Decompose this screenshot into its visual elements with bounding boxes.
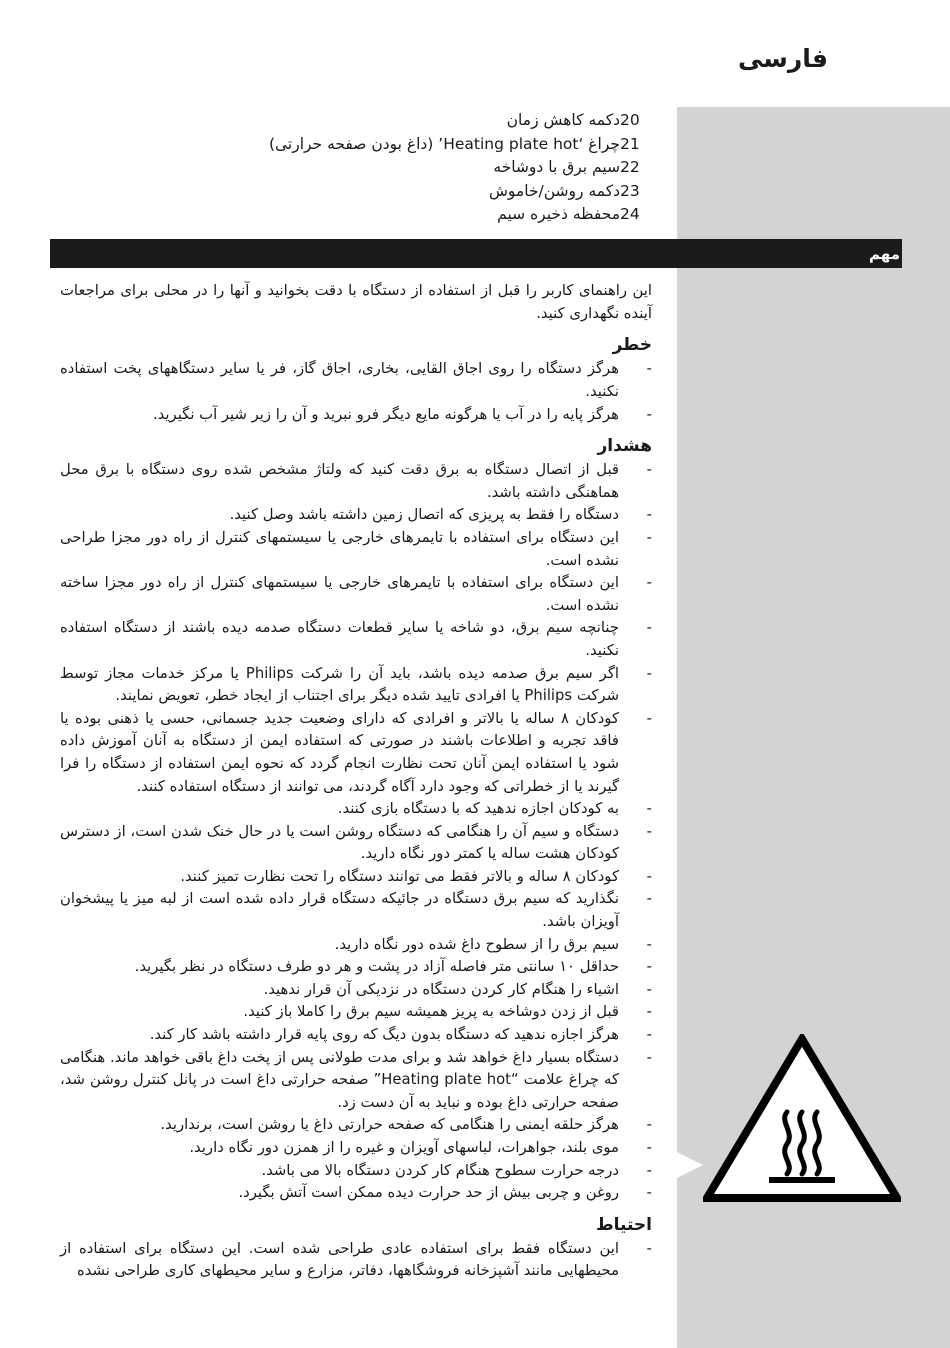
parts-list-item (150, 203, 652, 227)
part-number: 23 (620, 181, 640, 200)
parts-list-item (150, 156, 652, 180)
part-label: دکمه روشن/خاموش (489, 181, 620, 200)
warning-heading: هشدار (597, 436, 652, 457)
warning-list (60, 459, 652, 1205)
warning-item: - قبل از زدن دوشاخه به پریز همیشه سیم برق را کاملا باز کنید. (60, 1001, 652, 1024)
part-number: 24 (620, 205, 640, 224)
part-number: 20 (620, 111, 640, 129)
caution-list (60, 1238, 652, 1283)
important-heading: مهم (869, 245, 900, 263)
warning-item: - موی بلند، جواهرات، لباسهای آویزان و غیره را از همزن دور نگاه دارید. (60, 1137, 652, 1160)
danger-list (60, 358, 652, 426)
warning-item: - درجه حرارت سطوح هنگام کار کردن دستگاه بالا می باشد. (60, 1160, 652, 1183)
warning-item: - اشیاء را هنگام کار کردن دستگاه در نزدیکی آن قرار ندهید. (60, 979, 652, 1002)
warning-item: - حداقل ۱۰ سانتی متر فاصله آزاد در پشت و هر دو طرف دستگاه در نظر بگیرید. (60, 956, 652, 979)
parts-list-item (150, 180, 652, 204)
warning-item: - به کودکان اجازه ندهید که با دستگاه بازی کنند. (60, 798, 652, 821)
caution-item: - این دستگاه فقط برای استفاده عادی طراحی شده است. این دستگاه برای استفاده از محیطهایی مانند آشپزخانه فروشگاهها، دفاتر، مزارع و سایر محیطهای کاری طراحی نشده (60, 1238, 652, 1283)
warning-item: - هرگز حلقه ایمنی را هنگامی که صفحه حرارتی داغ یا روشن است، برندارید. (60, 1114, 652, 1137)
important-intro: این راهنمای کاربر را قبل از استفاده از دستگاه با دقت بخوانید و آنها را در محلی برای مراجعات آینده نگهداری کنید. (60, 282, 652, 323)
warning-item: - نگذارید که سیم برق دستگاه در جائیکه دستگاه قرار داده شده است از لبه میز یا پیشخوان آویزان باشد. (60, 888, 652, 933)
parts-list (150, 109, 652, 227)
warning-item: - سیم برق را از سطوح داغ شده دور نگاه دارید. (60, 934, 652, 957)
warning-item: - دستگاه را فقط به پریزی که اتصال زمین داشته باشد وصل کنید. (60, 504, 652, 527)
warning-item: - این دستگاه برای استفاده با تایمرهای خارجی یا سیستمهای کنترل از راه دور مجزا ساخته نشده است. (60, 572, 652, 617)
part-number: 22 (620, 158, 640, 177)
warning-item: - کودکان ۸ ساله یا بالاتر و افرادی که دارای وضعیت جدید جسمانی، حسی یا ذهنی بوده یا فاقد تجربه و اطلاعات باشند در صورتی که استفاده ایمن از دستگاه به آنان آموزش داده شود یا استفاده ایمن آنان تحت نظارت انجام گردد که نحوه ایمن استفاده از دستگاه را فرا گیرند یا از خطراتی که وجود دارد آگاه گردند، می توانند از دستگاه استفاده کنند. (60, 708, 652, 798)
parts-list-item (150, 133, 652, 157)
warning-item: - دستگاه و سیم آن را هنگامی که دستگاه روشن است یا در حال خنک شدن است، از دسترس کودکان هشت ساله یا کمتر دور نگاه دارید. (60, 821, 652, 866)
warning-item: - قبل از اتصال دستگاه به برق دقت کنید که ولتاژ مشخص شده روی دستگاه با برق محل هماهنگی داشته باشد. (60, 459, 652, 504)
parts-list-item (150, 109, 652, 133)
danger-item: - هرگز پایه را در آب یا هرگونه مایع دیگر فرو نبرید و آن را زیر شیر آب نگیرید. (60, 404, 652, 427)
warning-item: - این دستگاه برای استفاده با تایمرهای خارجی یا سیستمهای کنترل از راه دور مجزا طراحی نشده است. (60, 527, 652, 572)
warning-item: - هرگز اجازه ندهید که دستگاه بدون دیگ که روی پایه قرار داشته باشد کار کند. (60, 1024, 652, 1047)
sidebar-notch (677, 1152, 703, 1178)
part-label: محفظه ذخیره سیم (497, 205, 620, 224)
part-number: 21 (620, 134, 640, 153)
warning-item: - کودکان ۸ ساله و بالاتر فقط می توانند دستگاه را تحت نظارت تمیز کنند. (60, 866, 652, 889)
warning-item: - دستگاه بسیار داغ خواهد شد و برای مدت طولانی پس از پخت داغ باقی خواهد ماند. هنگامی که چراغ علامت “Heating plate hot” صفحه حرارتی داغ است در پانل کنترل روشن شد، صفحه حرارتی داغ بوده و نباید به آن دست زد. (60, 1047, 652, 1115)
warning-item: - چنانچه سیم برق، دو شاخه یا سایر قطعات دستگاه صدمه دیده باشند از دستگاه استفاده نکنید. (60, 617, 652, 662)
safety-content (60, 279, 652, 1283)
danger-heading: خطر (612, 335, 652, 356)
warning-item: - اگر سیم برق صدمه دیده باشد، باید آن را شرکت Philips یا مرکز خدمات مجاز توسط شرکت Philips یا افرادی تایید شده دیگر برای اجتناب از ایجاد خطر، تعویض نمایند. (60, 663, 652, 708)
danger-item: - هرگز دستگاه را روی اجاق القایی، بخاری، اجاق گاز، فر یا سایر دستگاههای پخت استفاده نکنید. (60, 358, 652, 403)
part-label: دکمه کاهش زمان (506, 111, 620, 129)
language-title: فارسی (737, 44, 828, 73)
caution-heading: احتیاط (596, 1214, 652, 1235)
part-label: چراغ ‘Heating plate hot’ (داغ بودن صفحه حرارتی) (268, 134, 620, 153)
warning-item: - روغن و چربی بیش از حد حرارت دیده ممکن است آتش بگیرد. (60, 1182, 652, 1205)
hot-surface-warning-icon (703, 1034, 901, 1202)
part-label: سیم برق با دوشاخه (493, 158, 620, 177)
important-banner (50, 239, 902, 268)
